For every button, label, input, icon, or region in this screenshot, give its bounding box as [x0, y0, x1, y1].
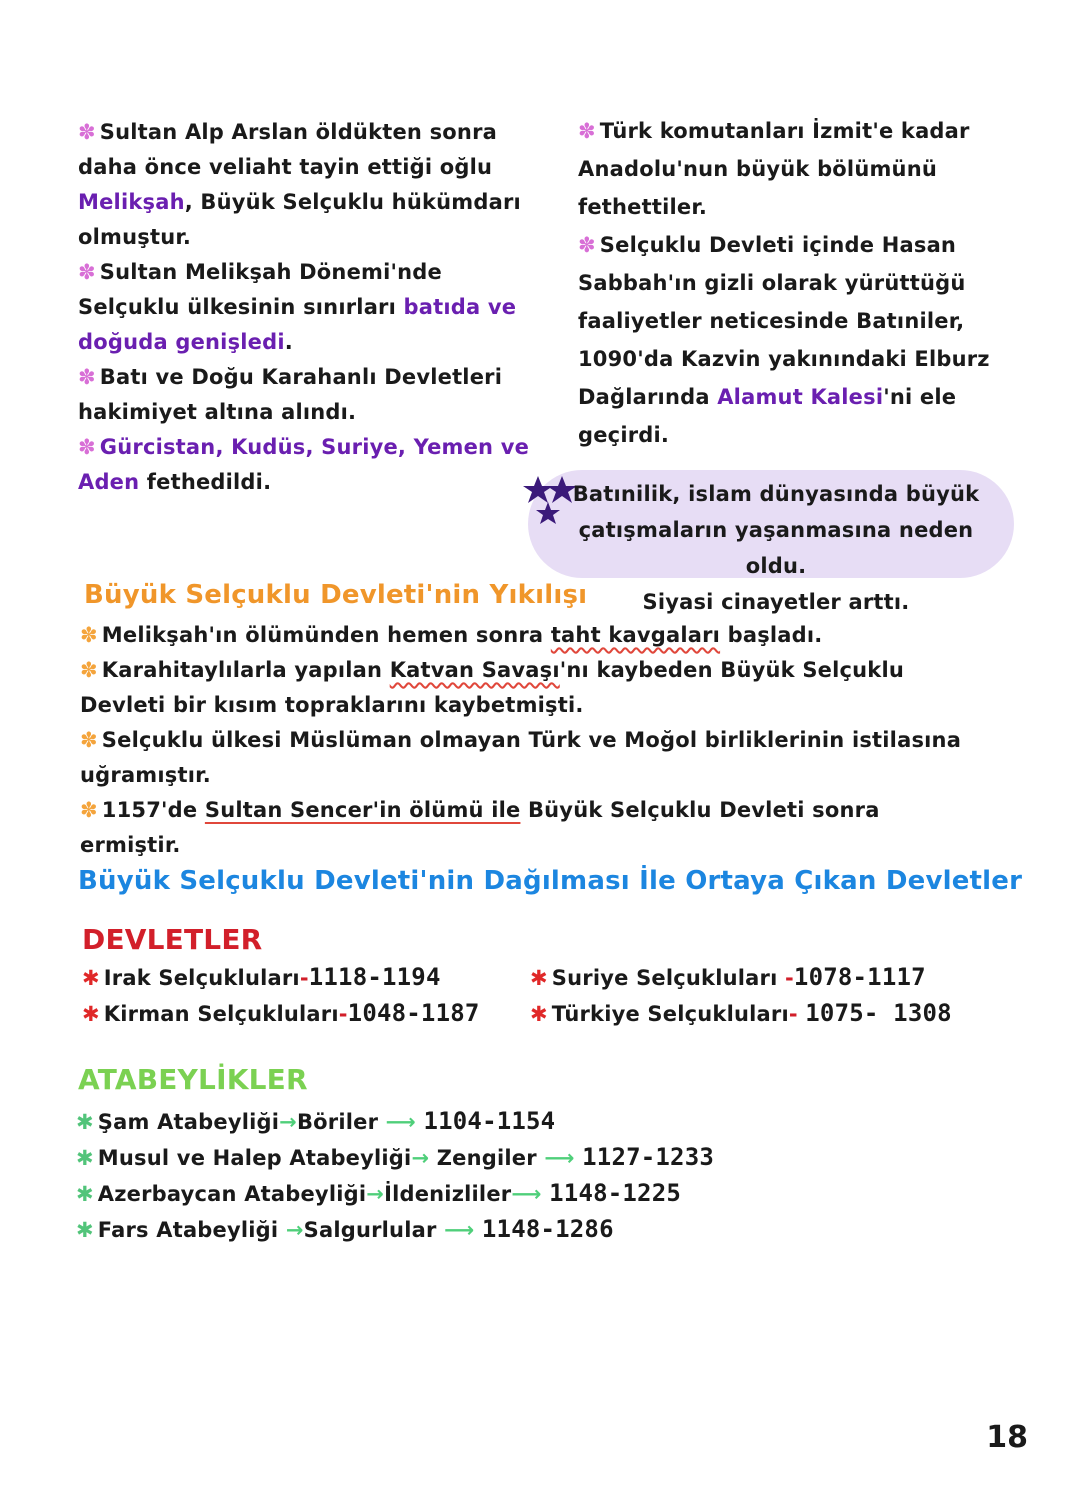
atabeg-dynasty: Zengiler: [436, 1146, 537, 1170]
text: Türk komutanları İzmit'e kadar Anadolu'nun büyük bölümünü fethettiler.: [578, 119, 970, 219]
atabeg-name: Fars Atabeyliği: [97, 1218, 279, 1242]
arrow-right-icon: →: [279, 1110, 297, 1134]
state-dates: 1048-1187: [347, 999, 480, 1027]
states-list-left: [82, 960, 522, 1032]
text: Selçuklu Devleti içinde Hasan Sabbah'ın gizli olarak yürüttüğü faaliyetler neticesinde Batıniler, 1090'da Kazvin yakınındaki Elburz Dağlarında: [578, 233, 990, 409]
text: Melikşah'ın ölümünden hemen sonra: [101, 623, 544, 647]
atabeg-dynasty: İldenizliler: [384, 1182, 512, 1206]
text: Selçuklu ülkesi Müslüman olmayan Türk ve Moğol birliklerinin istilasına uğramıştır.: [80, 728, 962, 787]
star-bullet-icon: ✱: [76, 1218, 94, 1242]
underlined-text: Katvan Savaşı: [389, 658, 560, 682]
atabeg-name: Musul ve Halep Atabeyliği: [97, 1146, 412, 1170]
flower-bullet-icon: ✽: [78, 365, 96, 389]
arrow-right-icon: ⟶: [544, 1146, 575, 1170]
text: Karahitaylılarla yapılan: [101, 658, 383, 682]
left-paragraph-1: [78, 115, 538, 255]
atabeg-item: [76, 1176, 836, 1212]
state-name: Suriye Selçukluları: [551, 966, 778, 990]
atabeg-item: [76, 1212, 836, 1248]
states-title: DEVLETLER: [82, 923, 263, 956]
state-dates: 1118-1194: [308, 963, 441, 991]
state-dates: 1075- 1308: [805, 999, 952, 1027]
star-bullet-icon: ✱: [530, 966, 548, 990]
collapse-item-3: [80, 723, 980, 793]
arrow-right-icon: →: [366, 1182, 385, 1206]
flower-bullet-icon: ✽: [78, 435, 96, 459]
flower-bullet-icon: ✽: [80, 658, 98, 682]
flower-bullet-icon: ✽: [578, 119, 596, 143]
text: fethedildi.: [146, 470, 272, 494]
atabeg-dates: 1148-1286: [481, 1215, 614, 1243]
right-paragraph-2: [578, 226, 998, 454]
text: Batı ve Doğu Karahanlı Devletleri hakimiyet altına alındı.: [78, 365, 503, 424]
atabeg-list: [76, 1104, 836, 1248]
states-list-right: [530, 960, 1010, 1032]
highlight-alamut: Alamut Kalesi: [717, 385, 884, 409]
state-name: Irak Selçukluları: [103, 966, 300, 990]
arrow-right-icon: ⟶: [511, 1182, 542, 1206]
state-item: ✱ Kirman Selçukluları-1048-1187: [82, 996, 522, 1032]
flower-bullet-icon: ✽: [578, 233, 596, 257]
atabeg-dynasty: Böriler: [296, 1110, 379, 1134]
underlined-text: taht kavgaları: [550, 623, 721, 647]
collapse-title: [84, 578, 984, 613]
atabeg-dates: 1104-1154: [423, 1107, 556, 1135]
atabeg-title: ATABEYLİKLER: [78, 1063, 308, 1096]
text: 'nı kaybeden Büyük Selçuklu Devleti bir kısım topraklarını kaybetmişti.: [80, 658, 904, 717]
atabeg-name: Şam Atabeyliği: [97, 1110, 280, 1134]
star-bullet-icon: ✱: [530, 1002, 548, 1026]
text: 'ni ele geçirdi.: [578, 385, 957, 447]
state-item: ✱ Suriye Selçukluları -1078-1117: [530, 960, 1010, 996]
star-bullet-icon: ✱: [76, 1110, 94, 1134]
arrow-right-icon: ⟶: [444, 1218, 475, 1242]
atabeg-dynasty: Salgurlular: [303, 1218, 437, 1242]
flower-bullet-icon: ✽: [78, 120, 96, 144]
atabeg-item: [76, 1104, 836, 1140]
star-bullet-icon: ✱: [76, 1182, 94, 1206]
collapse-item-4: [80, 793, 980, 863]
state-item: ✱ Türkiye Selçukluları- 1075- 1308: [530, 996, 1010, 1032]
atabeg-item: [76, 1140, 836, 1176]
highlight-borders: batıda ve doğuda genişledi: [78, 295, 517, 354]
text: .: [284, 330, 293, 354]
bubble-line: Batınilik, islam dünyasında büyük: [572, 482, 980, 506]
bubble-line: çatışmaların yaşanmasına neden oldu.: [578, 518, 974, 578]
highlight-conquests: Gürcistan, Kudüs, Suriye, Yemen ve Aden: [78, 435, 530, 494]
flower-bullet-icon: ✽: [80, 728, 98, 752]
text: , Büyük Selçuklu hükümdarı olmuştur.: [78, 190, 521, 249]
state-dates: 1078-1117: [793, 963, 926, 991]
atabeg-name: Azerbaycan Atabeyliği: [97, 1182, 367, 1206]
star-bullet-icon: ✱: [76, 1146, 94, 1170]
bubble-line: Siyasi cinayetler arttı.: [642, 590, 910, 614]
flower-bullet-icon: ✽: [80, 798, 98, 822]
section-title: Büyük Selçuklu Devleti'nin Dağılması İle Ortaya Çıkan Devletler: [78, 866, 1023, 896]
state-name: Kirman Selçukluları: [103, 1002, 339, 1026]
text: 1157'de: [101, 798, 198, 822]
underlined-text: Sultan Sencer'in ölümü ile: [204, 798, 521, 822]
flower-bullet-icon: ✽: [78, 260, 96, 284]
text: Büyük Selçuklu Devleti sonra ermiştir.: [80, 798, 880, 857]
collapse-list: [80, 618, 980, 863]
flower-bullet-icon: ✽: [80, 623, 98, 647]
collapse-item-1: [80, 618, 980, 653]
star-bullet-icon: ✱: [82, 966, 100, 990]
highlight-meliksah: Melikşah: [78, 190, 185, 214]
left-paragraph-4: [78, 430, 538, 500]
text: Sultan Alp Arslan öldükten sonra daha önce veliaht tayin ettiği oğlu: [78, 120, 497, 179]
arrow-right-icon: ⟶: [385, 1110, 416, 1134]
star-bullet-icon: ✱: [82, 1002, 100, 1026]
text: başladı.: [727, 623, 823, 647]
right-column: [578, 112, 998, 454]
atabeg-dates: 1148-1225: [549, 1179, 681, 1207]
page-number: 18: [986, 1420, 1028, 1455]
state-item: ✱ Irak Selçukluları-1118-1194: [82, 960, 522, 996]
left-paragraph-3: [78, 360, 538, 430]
arrow-right-icon: →: [285, 1218, 304, 1242]
dissolution-title: [78, 864, 1038, 899]
section-title: Büyük Selçuklu Devleti'nin Yıkılışı: [84, 580, 588, 610]
text: Sultan Melikşah Dönemi'nde Selçuklu ülkesinin sınırları: [78, 260, 442, 319]
left-paragraph-2: [78, 255, 538, 360]
collapse-item-2: [80, 653, 980, 723]
left-column: [78, 115, 538, 500]
state-name: Türkiye Selçukluları: [551, 1002, 789, 1026]
atabeg-dates: 1127-1233: [582, 1143, 714, 1171]
arrow-right-icon: →: [411, 1146, 430, 1170]
right-paragraph-1: [578, 112, 998, 226]
